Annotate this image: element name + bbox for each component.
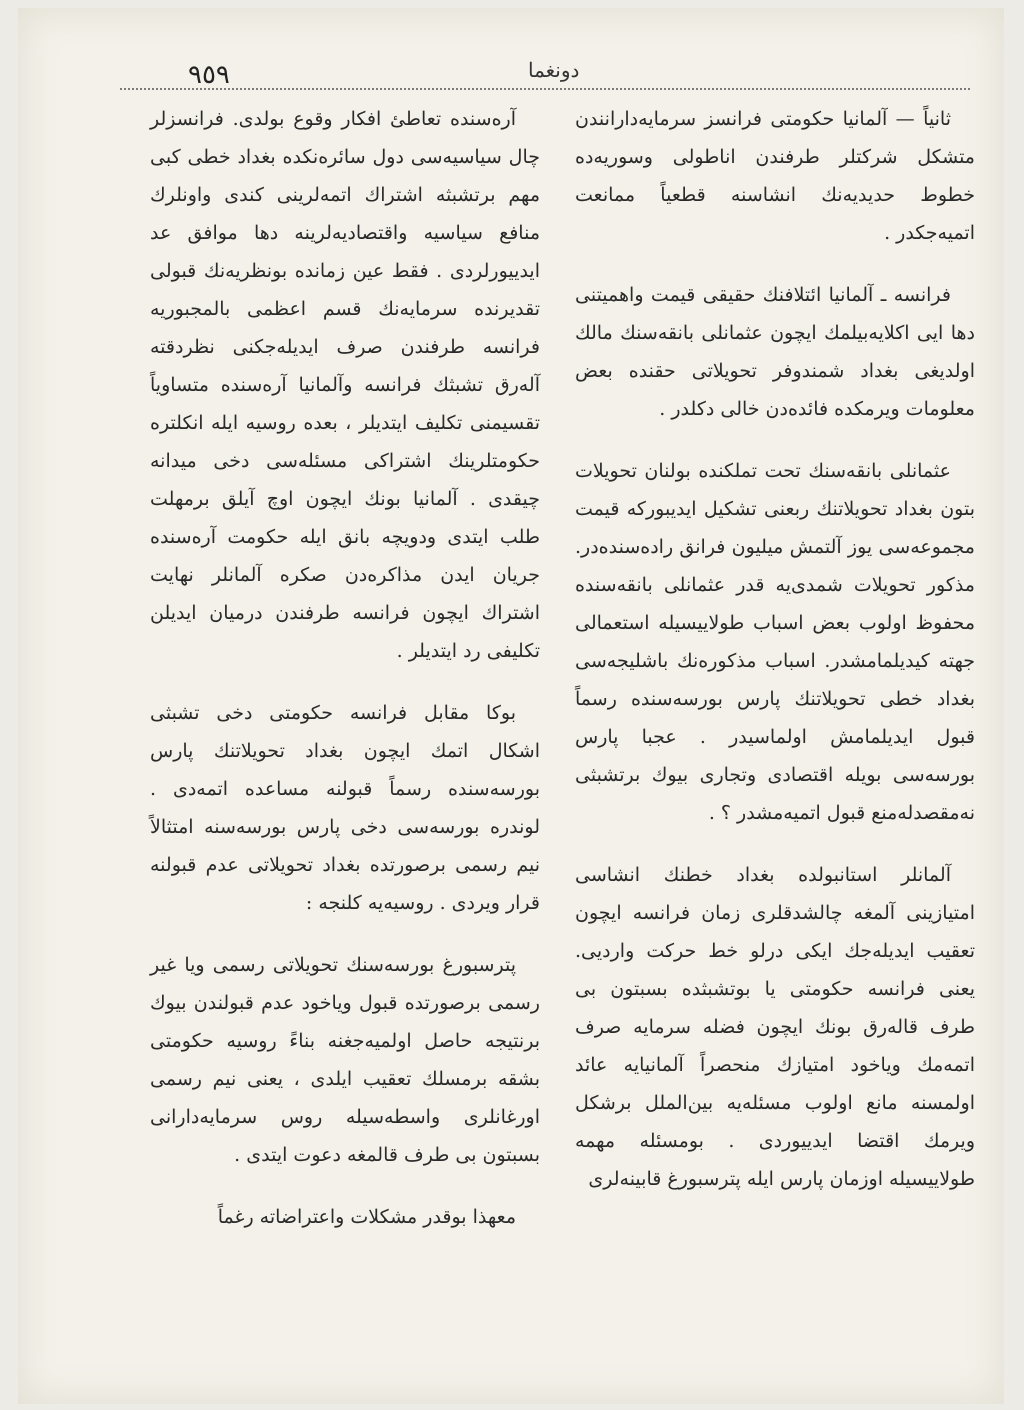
running-title: دونغما: [528, 58, 580, 82]
right-column: [575, 100, 975, 1222]
paragraph: عثمانلى بانقه‌سنك تحت تملكنده بولنان تحويلات بتون بغداد تحويلاتنك ربعنى تشكيل ايديبوركه قيمت مجموعه‌سى يوز آلتمش ميليون فرانق راده‌سنده‌در. مذكور تحويلات شمدى‌يه قدر عثمانلى بانقه‌سنده محفوظ اولوب بعض اسباب طولاييسيله استعمالى جهته كيديلمامشدر. اسباب مذكوره‌نك باشليجه‌سى بغداد خطى تحويلاتنك پارس بورسه‌سنده رسماً قبول ايديلمامش اولماسيدر . عجبا پارس بورسه‌سى بويله اقتصادى وتجارى بيوك برتشبثى نه‌مقصدله‌منع قبول اتميه‌مشدر ؟ .: [575, 460, 975, 824]
paragraph: پترسبورغ بورسه‌سنك تحويلاتى رسمى ويا غير رسمى برصورتده قبول وياخود عدم قبولندن بيوك برنتيجه حاصل اولميه‌جغنه بناءً روسيه حكومتى بشقه برمسلك تعقيب ايلدى ، يعنى نيم رسمى اورغانلرى واسطه‌سيله روس سرمايه‌دارانى بسبتون بى طرف قالمغه دعوت ايتدى .: [150, 954, 540, 1166]
paragraph: فرانسه ـ آلمانيا ائتلافنك حقيقى قيمت واهميتنى دها ايى اكلايه‌بيلمك ايچون عثمانلى بانقه‌سنك مالك اولديغى بغداد شمندوفر تحويلاتى حقنده بعض معلومات ويرمكده فائده‌دن خالى دكلدر .: [575, 284, 975, 420]
left-column: [150, 100, 540, 1260]
page-number: ٩٥٩: [188, 60, 230, 90]
paragraph: بوكا مقابل فرانسه حكومتى دخى تشبثى اشكال اتمك ايچون بغداد تحويلاتنك پارس بورسه‌سنده رسماً قبولنه مساعده اتمه‌دى . لوندره بورسه‌سى دخى پارس بورسه‌سنه امتثالاً نيم رسمى برصورتده بغداد تحويلاتى عدم قبولنه قرار ويردى . روسيه‌يه كلنجه :: [150, 702, 540, 914]
header-rule: [120, 88, 970, 90]
paragraph: ثانياً — آلمانيا حكومتى فرانسز سرمايه‌دارانندن متشكل شركتلر طرفندن اناطولى وسوريه‌ده خطوط حديديه‌نك انشاسنه قطعياً ممانعت اتميه‌جكدر .: [575, 108, 975, 244]
paragraph: آلمانلر استانبولده بغداد خطنك انشاسى امتيازينى آلمغه چالشدقلرى زمان فرانسه ايچون تعقيب ايديله‌جك ايكى درلو خط حركت وارديى. يعنى فرانسه حكومتى يا بوتشبثده بسبتون بى طرف قاله‌رق بونك ايچون فضله سرمايه صرف اتمه‌مك وياخود امتيازك منحصراً آلمانيايه عائد اولمسنه مانع اولوب مسئله‌يه بين‌الملل برشكل ويرمك اقتضا ايدييوردى . بومسئله مهمه طولاييسيله اوزمان پارس ايله پترسبورغ قابينه‌لرى: [575, 864, 975, 1190]
paragraph: آره‌سنده تعاطئ افكار وقوع بولدى. فرانسزلر چال سياسيه‌سى دول سائره‌نكده بغداد خطى كبى مهم برتشبثه اشتراك اتمه‌لرينى كندى واونلرك منافع سياسيه واقتصاديه‌لرينه دها موافق عد ايدييورلردى . فقط عين زمانده بونظريه‌نك قبولى تقديرنده سرمايه‌نك قسم اعظمى بالمجبوريه فرانسه طرفندن صرف ايديله‌جكنى نظردقته آله‌رق تشبثك فرانسه وآلمانيا آره‌سنده متساوياً تقسيمنى تكليف ايتديلر ، بعده روسيه ايله انكلتره حكومتلرينك اشتراكى مسئله‌سى دخى ميدانه چيقدى . آلمانيا بونك ايچون اوچ آيلق برمهلت طلب ايتدى ودويچه بانق ايله حكومت آره‌سنده جريان ايدن مذاكره‌دن صكره آلمانلر نهايت اشتراك ايچون فرانسه طرفندن درميان ايديلن تكليفى رد ايتديلر .: [150, 108, 540, 662]
paragraph: معهذا بوقدر مشكلات واعتراضاته رغماً: [217, 1206, 516, 1228]
